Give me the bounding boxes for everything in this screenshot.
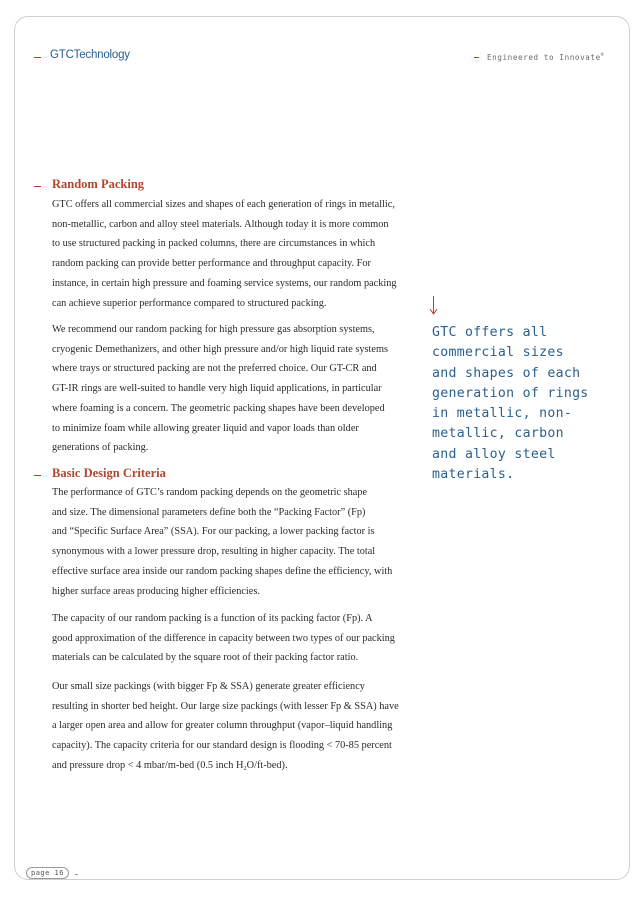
text-line: good approximation of the difference in capacity between two types of our packing	[52, 632, 395, 644]
brand-name: GTCTechnology	[50, 49, 130, 61]
text-line: generations of packing.	[52, 442, 149, 454]
text-line: The performance of GTC’s random packing depends on the geometric shape	[52, 487, 368, 498]
text-line: and “Specific Surface Area” (SSA). For our packing, a lower packing factor is	[52, 526, 375, 538]
text-line: instance, in certain high pressure and foaming service systems, our random packing	[52, 277, 397, 289]
section-dash	[34, 475, 41, 476]
section-heading-random-packing: Random Packing	[52, 177, 145, 191]
text-line: non-metallic, carbon and alloy steel materials. Although today it is more common	[52, 218, 389, 230]
pull-quote-line: and shapes of each	[432, 365, 581, 381]
header-dash	[34, 57, 41, 58]
text-line: higher surface areas producing higher efficiencies.	[52, 585, 260, 597]
text-line: to minimize foam while allowing greater liquid and vapor loads than older	[52, 422, 359, 434]
section-heading-basic-design-criteria: Basic Design Criteria	[52, 466, 166, 480]
text-line: GT-IR rings are well-suited to handle very high liquid applications, in particular	[52, 383, 382, 395]
subscript-2: 2	[243, 764, 247, 772]
text-line: effective surface area inside our random packing shapes define the efficiency, with	[52, 565, 393, 577]
pull-quote-line: in metallic, non-	[432, 406, 573, 422]
arrow-down-icon	[429, 296, 438, 316]
paragraph	[52, 320, 412, 458]
text-line: We recommend our random packing for high pressure gas absorption systems,	[52, 324, 375, 335]
tagline-dash	[474, 57, 479, 58]
pull-quote-line: materials.	[432, 467, 515, 483]
text-line: materials can be calculated by the square root of their packing factor ratio.	[52, 652, 359, 664]
text-line: capacity). The capacity criteria for our standard design is flooding < 70-85 percent	[52, 740, 392, 752]
text-line: where trays or structured packing are not the preferred choice. Our GT-CR and	[52, 363, 377, 375]
text-line: Our small size packings (with bigger Fp & SSA) generate greater efficiency	[52, 681, 365, 692]
text-line: can achieve superior performance compared to structured packing.	[52, 297, 327, 309]
text-fragment: O/ft-bed).	[246, 759, 288, 771]
pull-quote-line: generation of rings	[432, 385, 589, 401]
text-line: GTC offers all commercial sizes and shapes of each generation of rings in metallic,	[52, 199, 395, 210]
paragraph	[52, 609, 412, 668]
footer-dash	[75, 874, 78, 875]
pull-quote-line: metallic, carbon	[432, 426, 564, 442]
text-line: synonymous with a lower pressure drop, resulting in higher capacity. The total	[52, 546, 376, 558]
text-line: a larger open area and allow for greater column throughput (vapor–liquid handling	[52, 720, 393, 732]
paragraph	[52, 483, 412, 601]
tagline	[487, 52, 604, 62]
page-number-badge: page 16	[26, 867, 69, 879]
pull-quote-line: commercial sizes	[432, 345, 564, 361]
registered-mark: ®	[600, 52, 605, 58]
text-line	[52, 756, 412, 779]
pull-quote-line: GTC offers all	[432, 325, 548, 340]
text-line: The capacity of our random packing is a function of its packing factor (Fp). A	[52, 613, 373, 624]
tagline-text: Engineered to Innovate	[487, 53, 601, 62]
text-line: random packing can provide better performance and throughput capacity. For	[52, 258, 371, 270]
text-line: resulting in shorter bed height. Our large size packings (with lesser Fp & SSA) have	[52, 700, 399, 712]
paragraph	[52, 195, 412, 313]
text-line: where foaming is a concern. The geometric packing shapes have been developed	[52, 402, 385, 414]
pull-quote-line: and alloy steel	[432, 446, 556, 462]
section-dash	[34, 186, 41, 187]
paragraph	[52, 677, 412, 779]
pull-quote	[432, 323, 622, 485]
text-fragment: and pressure drop < 4 mbar/m-bed (0.5 inch H	[52, 759, 244, 771]
text-line: to use structured packing in packed columns, there are circumstances in which	[52, 238, 376, 250]
text-line: cryogenic Demethanizers, and other high pressure and/or high liquid rate systems	[52, 343, 388, 355]
text-line: and size. The dimensional parameters define both the “Packing Factor” (Fp)	[52, 506, 366, 518]
